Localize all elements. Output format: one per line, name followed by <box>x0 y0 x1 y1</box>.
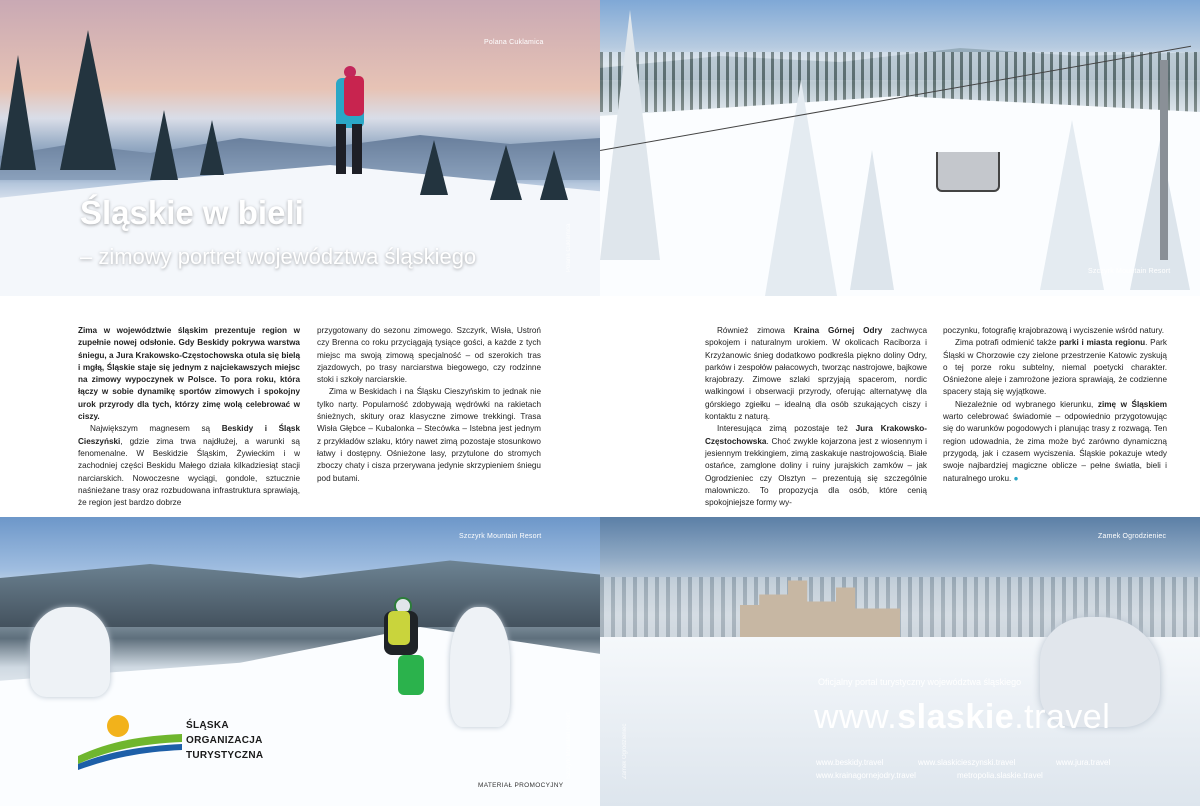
paragraph: Niezależnie od wybranego kierunku, zimę w Śląskiem warto celebrować świadomie – odpowiednio przygotowując się do warunków pogodowych i planując trasy z rozwagą. Ten region udowadnia, że zima może być zarówno dynamiczną przygodą, jak i czasem wyciszenia. Śląskie pokazuje wtedy swoje najbardziej magiczne oblicze – pełne światła, bieli i naturalnego uroku. ● <box>943 399 1168 483</box>
photo-credit: Szczyrk Mountain Resort <box>1088 268 1171 275</box>
text-column-2 <box>317 325 541 485</box>
paragraph: przygotowany do sezonu zimowego. Szczyrk, Wisła, Ustroń czy Brenna co roku przyciągają tysiące gości, a każde z tych miejsc ma swoją zimową specjalność – od szerokich tras zjazdowych, po trasy narciarstwa biegowego, czy rodzinne stoki i szkoły narciarskie. <box>317 326 541 385</box>
photo-credit: Szczyrk Mountain Resort <box>459 533 542 540</box>
organization-logo <box>78 712 268 772</box>
text-column-1 <box>78 325 300 509</box>
paragraph: Interesująca zimą pozostaje też Jura Krakowsko-Częstochowska. Choć zwykle kojarzona jest z wiosennym i jesiennym trekkingiem, zimą zaskakuje nastrojowością. Białe ostańce, zamglone doliny i ruiny jurajskich zamków – jak Ogrodzieniec czy Olsztyn – prezentują się szczególnie malowniczo. To propozycja dla osób, które cenią spokojniejsze formy wy- <box>705 424 927 508</box>
text-column-4 <box>943 325 1167 485</box>
paragraph: Zima w Beskidach i na Śląsku Cieszyńskim to jednak nie tylko narty. Popularność zdobywają wędrówki na rakietach śnieżnych, skitury oraz klasyczne zimowe trekkingi. Trasa Wisła Głębce – Kubalonka – Stecówka – Istebna jest jednym z przykładów szlaku, który nawet zimą pozostaje stosunkowo łatwy i dostępny. Ośnieżone lasy, przytulone do stromych zboczy chaty i cisza przerywana jedynie skrzypieniem śniegu pod butami. <box>317 387 541 483</box>
link-jura[interactable]: www.jura.travel <box>1056 758 1111 767</box>
logo-mark-icon <box>78 712 182 772</box>
logo-line-1: ŚLĄSKA <box>186 720 229 731</box>
end-mark-icon: ● <box>1013 473 1019 483</box>
promo-label: MATERIAŁ PROMOCYJNY <box>478 782 564 789</box>
link-slaskicieszynski[interactable]: www.slaskicieszynski.travel <box>918 758 1016 767</box>
paragraph: Zima w województwie śląskim prezentuje region w zupełnie nowej odsłonie. Gdy Beskidy pokrywa warstwa śniegu, a Jura Krakowsko-Częstochowska otula się bielą i mgłą, Śląskie staje się jednym z najciekawszych miejsc na zimowy wypoczynek w Polsce. To pora roku, która łączy w sobie dynamikę sportów zimowych i spokojny urok przyrody dla tych, którzy zimę wolą celebrować w ciszy. <box>78 326 300 422</box>
paragraph: Największym magnesem są Beskidy i Śląsk Cieszyński, gdzie zima trwa najdłużej, a warunki są fenomenalne. W Beskidzie Śląskim, Żywieckim i w zachodniej części Beskidu Małego działa kilkadziesiąt stacji narciarskich. Nowoczesne wyciągi, gondole, sztucznie naśnieżane trasy oraz rozbudowana infrastruktura sprawiają, że region jest bardzo dobrze <box>78 424 300 508</box>
vertical-photo-credit: Zamek Ogrodzieniec <box>622 723 628 779</box>
text-column-3 <box>705 325 927 509</box>
logo-line-3: TURYSTYCZNA <box>186 750 264 761</box>
photo-credit: Zamek Ogrodzieniec <box>1098 533 1167 540</box>
chairlift <box>936 152 1000 192</box>
article-subtitle: – zimowy portret województwa śląskiego <box>80 244 477 269</box>
link-krainagornejodry[interactable]: www.krainagornejodry.travel <box>816 771 916 780</box>
paragraph: Zima potrafi odmienić także parki i miasta regionu. Park Śląski w Chorzowie czy zielone przestrzenie Katowic zyskują o tej porze roku subtelny, niemal poetycki charakter. Ośnieżone aleje i zamrożone jeziora sprawiają, że codzienne spacery stają się wyjątkowe. <box>943 338 1168 397</box>
link-metropolia[interactable]: metropolia.slaskie.travel <box>957 771 1043 780</box>
logo-line-2: ORGANIZACJA <box>186 735 263 746</box>
vertical-photo-credit: Szczyrk Mountain Resort <box>566 712 572 779</box>
vertical-photo-credit: Polana Cuklamica <box>566 223 572 272</box>
article-title: Śląskie w bieli <box>80 194 304 231</box>
photo-ski-lift <box>600 0 1200 296</box>
hiker-figure <box>332 66 366 176</box>
skier-figure <box>378 597 448 697</box>
paragraph: poczynku, fotografię krajobrazową i wyciszenie wśród natury. <box>943 326 1165 335</box>
website-url[interactable]: www.slaskie.travel <box>814 698 1111 736</box>
hero-photo-hiker <box>0 0 600 296</box>
portal-label: Oficjalny portal turystyczny województwa śląskiego <box>818 677 1022 687</box>
paragraph: Również zimowa Kraina Górnej Odry zachwyca spokojem i naturalnym urokiem. W okolicach Raciborza i Krzyżanowic śnieg dodatkowo podkreśla piękno doliny Odry, parków i zespołów pałacowych, tworząc nastrojowe, bajkowe krajobrazy. Zimowe szlaki sprzyjają spacerom, nordic walkingowi i obserwacji przyrody, oferując alternatywę dla górskiego zgiełku – idealną dla osób szukających ciszy i kontaktu z naturą. <box>705 326 927 422</box>
link-beskidy[interactable]: www.beskidy.travel <box>816 758 884 767</box>
photo-credit: Polana Cuklamica <box>484 39 544 46</box>
